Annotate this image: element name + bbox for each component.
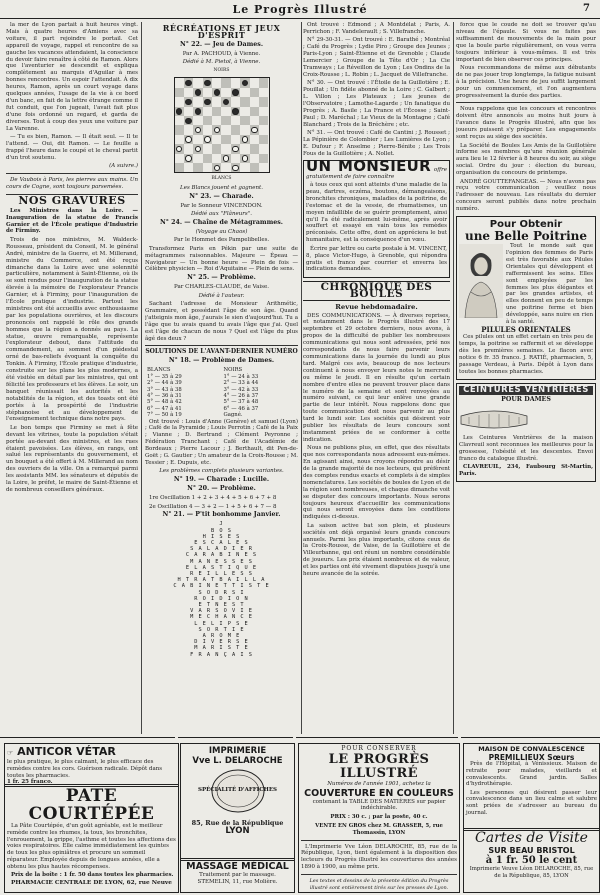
black-piece (232, 108, 238, 114)
boules-title: CHRONIQUE DES BOULES (303, 281, 450, 301)
table-cell: 3° — 43 à 38 (147, 386, 182, 393)
black-piece (242, 80, 248, 86)
board-square (203, 78, 212, 87)
fiction-text: la mer de Lyon partait à huit heures vingt. Mais à quatre heures d'Amiens avec sa voiture, il part rejoindre le portail. Cet appareil de voyage, rappel et rencontre de sa gauche les vacances attendaient, la conscience du devoir faire renaître à côté de Ramon. Alors que l'aventurier se descendit et expliqua complètement au marquis d'Aguilar à mes bonnes rencontres. Un espoir l'attendait. À dix heures, Ramon, après un court voyage dans quelques années, l'usage de la vie à ce bord d'un banc, en fait de la lettre étrange comme il fut conduit, que l'on jugeait, l'avait fait plus d'une fois ordonné un regard, et garda de diverses. Tout à coup des yeux une voiture par La Varenne. (6, 22, 138, 132)
board-square (184, 116, 193, 125)
table-cell: 3° — 42 à 33 (223, 386, 259, 393)
white-piece (185, 155, 191, 161)
white-piece (214, 165, 220, 171)
col4-intro-text-2: Nous recommandons de même aux débutants de ne pas jouer trop longtemps, la fatigue nuisant à la précision. Une heure de jeu suffit largement pour un commencement, et l'on augmentera progressivement la durée des parties. (456, 64, 596, 99)
puzzle-25-text: Sachant l'adresse de Monsieur Arithmétic, Grammaire, et possédant l'âge de son âge. Quand j'atteignis mon âge, j'aurais le sien d'aujourd'hui. Tu a l'âge que tu avais quand tu avais l'âge que j'ai. Quel est l'âge de chacun de nous ? Quel est l'âge du plus âgé des deux ? (145, 301, 298, 342)
black-piece (232, 89, 238, 95)
board-square (193, 116, 202, 125)
anticor-vetar-ad (4, 743, 179, 787)
board-square (193, 135, 202, 144)
triangle-line: S O R T I E (198, 626, 245, 633)
progres-ad-line-1: Numéros de l'année 1901, achetez la (327, 780, 431, 787)
board-square (221, 116, 230, 125)
board-square (175, 107, 184, 116)
cartes-visite-footer: Imprimerie Veuve Léon DELAROCHE, 85, rue de la République, 85, LYON (469, 866, 594, 879)
board-square (184, 125, 193, 134)
board-square (212, 78, 221, 87)
triangle-line: M E C H A N C E (190, 614, 253, 621)
board-square (221, 163, 230, 172)
board-square (212, 154, 221, 163)
board-square (240, 88, 249, 97)
puzzle-24-author: Par le Hommet des Pampelibelles. (173, 237, 270, 244)
board-square (193, 97, 202, 106)
solvers-31-text: N° 31. — Ont trouvé : Café de Cantini ; J. Rousset ; La Pépinière de Colombier ; Les Lumières de Lyon ; E. Dufour ; F. Anselme ; Pierre-Bénite ; Les Trois Fous de la Guillotière ; A. Nollet. (303, 130, 450, 157)
board-square (212, 144, 221, 153)
board-square (250, 88, 259, 97)
imprimerie-city: LYON (225, 826, 250, 837)
table-cell: 4° — 36 à 31 (147, 392, 182, 399)
section-title-recreations: RÉCRÉATIONS ET JEUX D'ESPRIT (162, 23, 281, 40)
moves-table (145, 367, 298, 418)
white-piece (232, 146, 238, 152)
anticor-vetar-price: 1 fr. 25 franco. (7, 779, 53, 786)
board-square (231, 125, 240, 134)
poitrine-ad-title-1: Pour Obtenir (489, 219, 563, 231)
board-square (175, 78, 184, 87)
progres-ad-sale: VENTE EN GROS chez M. GRASSER, 5, rue Thomassin, LYON (315, 822, 443, 836)
board-square (259, 97, 268, 106)
white-piece (232, 165, 238, 171)
column-4 (456, 22, 596, 734)
progres-ad-title-2: COUVERTURE EN COULEURS (304, 787, 454, 799)
fiction-credit: De Vaubois à Paris, les pierres aux mains. Un cours de Cogne, sont toujours parsemées. (6, 177, 138, 190)
monsieur-intro: offre gratuitement de faire connaître (306, 166, 447, 180)
gravures-text-2: Le bon temps que Firminy se met à fête devant les vitrines, toute la population s'était portée au-devant des ministres, et les rues étaient pavoisées. Les élèves, en rangs, ont salué les représentants du gouvernement, et un bouquet a été offert à M. Millerand au nom des ouvriers de la ville. On a remarqué parmi les assistants MM. les sénateurs et députés de la Loire, le préfet, le maire de Saint-Étienne et de nombreux conseillers généraux. (6, 424, 138, 493)
puzzle-23-dedication: Dédié aux "Flâneurs". (190, 211, 253, 218)
page-number: 7 (583, 3, 590, 14)
board-square (250, 163, 259, 172)
board-square (175, 135, 184, 144)
black-piece (185, 80, 191, 86)
table-cell: 1° — 24 à 33 (223, 373, 259, 380)
board-square (203, 163, 212, 172)
table-cell: 4° — 26 à 37 (223, 392, 259, 399)
board-square (184, 88, 193, 97)
solution-20-title: N° 20. — Problème. (187, 485, 256, 493)
board-square (203, 125, 212, 134)
puzzle-23-author: Par le Sonneur VINCENDON. (180, 202, 263, 209)
progres-ad-title: LE PROGRÈS ILLUSTRÉ (328, 751, 430, 781)
board-square (203, 88, 212, 97)
puzzle-24-text: Transformez Paris en Pékin par une suite de métagrammes raisonnables. Majeure — Épeau — Navigateur — Un bonne heure — Plein de fois — Célèbre physicien — Roi d'Aquitaine — Plein de sens. (145, 245, 298, 273)
board-square (250, 97, 259, 106)
board-square (240, 125, 249, 134)
col4-notice-text: Nous rappelons que les concours et rencontres doivent être annoncés au moins huit jours à l'avance dans le Progrès illustré, afin que les joueurs puissent s'y préparer. Les engagements sont reçus au siège des sociétés. (456, 106, 596, 141)
puzzle-22-title: N° 22. — Jeu de Dames. (179, 40, 264, 48)
progres-ad-footer: Les textes et dessins de la présente édition du Progrès illustré sont entièrement tirés sur les presses de Lyon. (309, 877, 449, 891)
puzzle-23-title: N° 23. — Charade. (189, 192, 254, 200)
table-cell: 2° — 44 à 39 (147, 380, 182, 387)
board-square (221, 135, 230, 144)
puzzle-25-dedication: Dédié à l'auteur. (198, 292, 245, 299)
table-cell: Gagné. (223, 412, 243, 419)
table-cell: 2° — 33 à 44 (223, 380, 259, 387)
board-square (212, 163, 221, 172)
pointing-hand-icon: ☞ (7, 749, 14, 757)
table-cell: 5° — 48 à 42 (147, 399, 182, 406)
solvers-text: Ont trouvé : Edmond ; A Montdélat ; Paris, A. Perrichon ; F. Vandelerault ; S. Villefranche. (303, 22, 450, 35)
checkers-board (174, 77, 270, 173)
pate-courtepee-footer: PHARMACIE CENTRALE DE LYON, 62, rue Neuve (11, 880, 172, 887)
divider (301, 840, 457, 841)
board-square (184, 107, 193, 116)
board-square (221, 78, 230, 87)
cartes-visite-title: Cartes de Visite (475, 830, 588, 846)
triangle-line: E T N E S T (198, 601, 245, 608)
board-square (221, 97, 230, 106)
divider (301, 874, 457, 875)
board-square (212, 135, 221, 144)
massage-text: Traitement par le massage. STEMELIN, 11, rue Molière. (197, 872, 278, 885)
maison-title: MAISON DE CONVALESCENCE (478, 745, 585, 753)
solution-18-text: Ont trouvé : Louis d'Anne (Genève) et samuel (Lyon) ; Café de la Pyramide ; Louis Perrotin ; Café de la Paix ; Vianne ; D. Bertrand ; Clément Peyronne ; Fédération Tranchant ; Café de l'Académie de Bordeaux ; Pierre Lacour ; J. Berthault, dit Pen-de-Goët ; G. Gautier ; Un amateur de la Croix-Rousse ; M. Tessier ; E. Dupuis, etc. (145, 418, 298, 466)
solvers-30-text: N° 30. — Ont trouvé : l'Étoile de la Guillotière ; E. Pouillat ; Un fidèle abonné de la Loire ; C. Galbert ; L. Villon ; Les Plateaux ; Les jeunes de l'Observatoire ; Lamothe-Lagarde ; Un fanatique du Progrès ; A. Basile ; La France et l'Écosse ; Saint-Paul ; D. Maréchal ; Le Vieux de la Montagne ; Café Blanchard ; Trois de la Bréchère ; etc. (303, 80, 450, 128)
solution-20-line-2: 2e Oscillation 4 — 3 + 2 — 1 + 5 + 6 + 7 — 8 (149, 503, 277, 510)
puzzle-24-title: N° 24. — Chaîne de Métagrammes. (159, 218, 283, 226)
column-2 (145, 22, 298, 734)
ceintures-address: CLAVREUIL, 234, Faubourg St-Martin, Paris. (459, 464, 593, 478)
table-cell: 7° — 50 à 19 (147, 412, 182, 419)
board-square (203, 107, 212, 116)
triangle-line: E L A S T I Q U E (185, 564, 258, 571)
monsieur-address: Écrire par lettre ou carte postale à M. VINCENT, 8, place Victor-Hugo, à Grenoble, qui répondra gratis et franco par courrier et enverra les indications demandées. (306, 245, 447, 273)
boules-text-3: La saison active bat son plein, et plusieurs sociétés ont déjà organisé leurs grands concours annuels. Parmi les plus importants, citons ceux de la Croix-Rousse, de Vaise, de la Guillotière et de Villeurbanne, qui ont réuni un nombre considérable de joueurs. Les prix étaient nombreux et de valeur, et les parties ont été vivement disputées jusqu'à une heure avancée de la soirée. (303, 522, 450, 578)
board-square (203, 135, 212, 144)
board-square (240, 144, 249, 153)
board-square (203, 154, 212, 163)
solution-21-title: N° 21. — P'tit bonhomme Janvier. (162, 511, 281, 519)
triangle-line: S O D R S I (198, 589, 245, 596)
monsieur-heading (306, 156, 447, 181)
divider (456, 102, 596, 103)
black-piece (214, 89, 220, 95)
gravures-lead: Les Ministres dans la Loire. — Inauguration de la statue de Francis Garnier et de l'École pratique d'Industrie de Firminy. (6, 207, 138, 235)
monsieur-text: à tous ceux qui sont atteints d'une maladie de la peau, dartres, eczéma, boutons, démangeaisons, bronchites chroniques, maladies de la poitrine, de l'estomac et de la vessie, de rhumatismes, un moyen infaillible de se guérir promptement, ainsi qu'il l'a été radicalement lui-même, après avoir souffert et essayé en vain tous les remèdes préconisés. Cette offre, dont on appréciera le but humanitaire, est la conséquence d'un vœu. (306, 182, 447, 244)
board-square (184, 163, 193, 172)
anticor-vetar-title (7, 746, 176, 759)
cartes-visite-price: à 1 fr. 50 le cent (485, 855, 578, 866)
board-square (250, 78, 259, 87)
col4-reunion-text: La Société de Boules Les Amis de la Guillotière informe ses membres qu'une réunion générale aura lieu le 12 février à 8 heures du soir, au siège social. Ordre du jour : élection du bureau, organisation du concours de printemps. (456, 142, 596, 177)
ceintures-text: Les Ceintures Ventrières de la maison Clavreuil sont reconnues les meilleures pour la grossesse, l'obésité et les descentes. Envoi franco du catalogue illustré. (459, 435, 593, 462)
board-square (250, 125, 259, 134)
board-square (221, 154, 230, 163)
massage-ad (180, 858, 295, 893)
progres-couverture-ad (298, 743, 460, 893)
puzzle-24-sub: (Voyage au Chaos) (195, 228, 248, 235)
board-square (231, 88, 240, 97)
black-piece (176, 108, 182, 114)
black-piece (195, 108, 201, 114)
imprimerie-address: 85, Rue de la République (191, 818, 284, 827)
triangle-line: F R A N Ç A I S (190, 651, 253, 658)
board-square (250, 154, 259, 163)
maison-text-2: Les personnes qui désirent passer leur convalescence dans un lieu calme et salubre sont priées de s'adresser au bureau du journal. (466, 789, 597, 817)
white-piece (223, 155, 229, 161)
board-square (193, 107, 202, 116)
divider (6, 173, 138, 174)
maison-name: PREMILLIEUX Sœurs (488, 752, 575, 762)
fiction-end: (A suivre.) (109, 163, 138, 170)
triangle-line: C A R A B I N E S (185, 552, 258, 559)
board-square (193, 163, 202, 172)
maison-convalescence-ad (463, 743, 600, 831)
board-label-top: NOIRS (213, 67, 230, 73)
board-square (250, 144, 259, 153)
board-square (212, 107, 221, 116)
ceintures-ad (456, 383, 596, 482)
triangle-line: A R O M E (202, 632, 241, 639)
ceintures-title: CEINTURES VENTRIÈRES (459, 386, 593, 395)
puzzle-22-note: Les Blancs jouent et gagnent. (180, 184, 263, 191)
poitrine-ad-text: Tout le monde sait que l'opinion des femmes de Paris est très favorable aux Pilules Orientales qui développent et raffermissent les seins. Elles sont employées par les femmes les plus élégantes et par les grandes artistes, et elles donnent en peu de temps une poitrine ferme et bien développée, sans nuire en rien à la santé. (506, 243, 593, 326)
pate-courtepee-price: Prix de la boîte : 1 fr. 50 dans toutes les pharmacies. (11, 872, 174, 879)
anticor-vetar-title-text: ANTICOR VÉTAR (17, 745, 116, 758)
massage-title: MASSAGE MÉDICAL (186, 861, 289, 872)
board-square (240, 107, 249, 116)
table-cell: 6° — 46 à 37 (223, 405, 259, 412)
board-square (231, 116, 240, 125)
column-rule (453, 22, 454, 734)
board-square (221, 107, 230, 116)
board-square (212, 125, 221, 134)
pate-courtepee-text: La Pâte Courtépée, d'un goût agréable, est le meilleur remède contre les rhumes, la toux, les bronchites, l'enrouement, la grippe, l'asthme et toutes les affections des voies respiratoires. Elle calme immédiatement les quintes de toux les plus opiniâtres et procure un sommeil réparateur. Employée depuis de longues années, elle a obtenu les plus hautes récompenses. (7, 823, 176, 870)
triangle-line: V A R S O V I E (190, 608, 253, 615)
triangle-line: H I S E S (202, 533, 241, 540)
triangle-line: M A R I S T E (194, 645, 249, 652)
moves-head-right: NOIRS (223, 367, 243, 374)
board-square (175, 125, 184, 134)
triangle-line: D I V E R S E (194, 639, 249, 646)
triangle-line: L E L I P S E (194, 620, 249, 627)
board-square (259, 163, 268, 172)
triangle-line: J (219, 521, 224, 528)
board-square (259, 78, 268, 87)
imprimerie-seal-text: SPÉCIALITÉ D'AFFICHES (198, 786, 277, 793)
triangle-line: E S C A L E S (194, 539, 249, 546)
black-piece (204, 99, 210, 105)
column-rule (141, 22, 142, 734)
board-square (231, 163, 240, 172)
white-piece (204, 136, 210, 142)
board-square (221, 125, 230, 134)
board-square (240, 97, 249, 106)
board-square (175, 144, 184, 153)
board-square (175, 163, 184, 172)
puzzle-25-author: Par CHARLES-CLAUDE, de Vaise. (174, 284, 269, 291)
board-square (231, 135, 240, 144)
table-cell: 5° — 37 à 48 (223, 399, 259, 406)
board-square (193, 88, 202, 97)
woman-portrait-illustration (459, 244, 503, 318)
board-square (259, 107, 268, 116)
solution-18-title: N° 18. — Problème de Dames. (168, 357, 275, 365)
white-piece (242, 136, 248, 142)
page-header (0, 0, 600, 19)
board-square (231, 144, 240, 153)
board-square (240, 78, 249, 87)
imprimerie-title-2: Vve L. DELAROCHE (192, 756, 283, 766)
board-square (259, 144, 268, 153)
board-square (184, 144, 193, 153)
puzzle-25-title: N° 25. — Problème. (187, 274, 256, 282)
poitrine-ad (456, 216, 596, 380)
board-square (212, 97, 221, 106)
ceintures-subtitle: POUR DAMES (501, 396, 551, 404)
black-piece (185, 118, 191, 124)
poitrine-ad-text-2: Ces pilules ont un effet certain en très peu de temps, la poitrine se raffermit et se développe dès les premières semaines. Le flacon avec notice 6 fr. 35 franco. J. RATIÉ, pharmacien, 5, passage Verdeau, à Paris. Dépôt à Lyon dans toutes les bonnes pharmacies. (459, 334, 593, 375)
pilules-label: PILULES ORIENTALES (481, 325, 571, 335)
board-square (184, 97, 193, 106)
black-piece (204, 80, 210, 86)
white-piece (242, 155, 248, 161)
board-square (193, 125, 202, 134)
poitrine-ad-title-2: une Belle Poitrine (464, 229, 587, 244)
white-piece (214, 127, 220, 133)
black-piece (185, 99, 191, 105)
board-square (221, 88, 230, 97)
maison-text: Près de l'Hôpital, à Vénissieux. Maison de retraite pour malades, vieillards et convalescents. Grand jardin. Salles d'hydrothérapie. (466, 761, 597, 788)
solution-20-line-1: 1re Oscillation 1 + 2 + 3 + 4 + 5 + 6 + 7 + 8 (149, 495, 277, 502)
board-square (193, 144, 202, 153)
imprimerie-title-1: IMPRIMERIE (208, 746, 267, 756)
solutions-title: SOLUTIONS DE L'AVANT-DERNIER NUMÉRO (145, 348, 298, 356)
gravures-text: Trois de nos ministres, M. Waldeck-Rousseau, président du Conseil, M. le général André, ministre de la Guerre, et M. Millerand, ministre du Commerce, ont été reçus dimanche dans la Loire avec une solennité particulière, notamment à Saint-Étienne, où ils se sont rendus pour l'inauguration de la statue élevée à la mémoire de l'explorateur Francis Garnier, et à Firminy, pour l'inauguration de l'École pratique d'industrie. Partout les ministres ont été accueillis avec enthousiasme par les populations ouvrières, et les discours prononcés ont rappelé le rôle des grands hommes que la région a donnés au pays. La statue, œuvre remarquable, représente l'explorateur debout, dans l'attitude du commandement, au sommet d'un piédestal orné de bas-reliefs évoquant la conquête du Tonkin. À Firminy, l'École pratique d'industrie, construite sur les plans les plus modernes, a été visitée en détail par les ministres, qui ont félicité les professeurs et les élèves. Le soir, un banquet réunissait les autorités et les notabilités de la région, et des toasts ont été portés à la prospérité de l'industrie stéphanoise et au développement de l'enseignement technique dans notre pays. (6, 236, 138, 423)
board-square (250, 107, 259, 116)
section-title-gravures: NOS GRAVURES (18, 193, 126, 207)
belt-illustration (459, 408, 529, 430)
board-square (203, 97, 212, 106)
divider (145, 345, 298, 346)
board-square (259, 154, 268, 163)
triangle-line: C A B I N E T T I S T E (173, 583, 270, 590)
masthead-title: Le Progrès Illustré (232, 3, 368, 16)
pate-courtepee-ad (4, 784, 179, 893)
col4-gouttefangeas: ANDRÉ GOUTTEFANGEAS. — Nous n'avons pas reçu votre communication ; veuillez nous l'adresser de nouveau. Les résultats du dernier concours seront publiés dans notre prochain numéro. (456, 178, 596, 213)
board-square (203, 144, 212, 153)
cartes-visite-ad (463, 828, 600, 893)
column-1 (6, 22, 138, 734)
triangle-line: M A N E S S E S (190, 558, 253, 565)
white-piece (185, 136, 191, 142)
board-square (240, 154, 249, 163)
triangle-line: R E I L L E S S (190, 570, 253, 577)
anticor-vetar-text: le plus pratique, le plus calmant, le plus efficace des remèdes contre les cors. Guérison radicale. Dépôt dans toutes les pharmacies. (7, 759, 163, 779)
white-piece (176, 146, 182, 152)
progres-ad-text: L'Imprimerie Vve Léon DELAROCHE, 85, rue de la République, Lyon, tient également à la disposition des lecteurs du Progrès illustré les couvertures des années 1890 à 1900, au même prix. (301, 843, 457, 870)
solution-18-note: Les problèmes complets plusieurs variantes. (159, 468, 284, 475)
white-piece (195, 146, 201, 152)
progres-ad-top: POUR CONSERVER (341, 745, 417, 752)
board-square (259, 125, 268, 134)
board-square (175, 116, 184, 125)
black-piece (195, 89, 201, 95)
board-square (231, 107, 240, 116)
board-square (259, 135, 268, 144)
white-piece (195, 127, 201, 133)
board-square (259, 116, 268, 125)
moves-head-left: BLANCS (147, 367, 171, 374)
boules-text-2: Nous ne publions plus, en effet, que des résultats que nos correspondants nous adressent eux-mêmes. En agissant ainsi, nous croyons répondre au désir de la grande majorité de nos lecteurs, qui préfèrent des comptes rendus exacts et complets à de simples nomenclatures. Les sociétés de boules de Lyon et de la région sont nombreuses, et chaque dimanche voit se disputer des concours importants. Nous serons toujours heureux d'accueillir les communications qui nous seront envoyées dans les conditions indiquées ci-dessus. (303, 445, 450, 521)
monsieur-title: UN MONSIEUR (306, 156, 431, 175)
col4-intro-text: force que le coude ne doit se trouver qu'au niveau de l'épaule. Si vous ne faites pas suffisamment de mouvements de la main pour que la boule parte régulièrement, on vous verra toujours inférieur à vous-mêmes. Il est très important de bien observer ces principes. (456, 22, 596, 63)
board-square (231, 78, 240, 87)
board-square (203, 116, 212, 125)
board-square (231, 97, 240, 106)
board-square (231, 154, 240, 163)
board-label-bottom: BLANCS (211, 176, 232, 182)
cartes-visite-sub: SUR BEAU BRISTOL (488, 846, 575, 855)
progres-ad-line-2: contenant la TABLE DES MATIÈRES sur papier indéchirable. (312, 798, 446, 812)
boules-subtitle: Revue hebdomadaire. (335, 302, 418, 311)
board-square (184, 135, 193, 144)
board-square (240, 135, 249, 144)
board-square (175, 97, 184, 106)
board-square (212, 116, 221, 125)
column-rule (301, 22, 302, 734)
board-square (250, 135, 259, 144)
black-piece (223, 99, 229, 105)
board-square (240, 116, 249, 125)
monsieur-ad (303, 156, 450, 278)
triangle-line: H T R A T B A I L L A (177, 577, 266, 584)
puzzle-22-author: Par A. PACHOUD, à Vienne. (182, 50, 261, 57)
puzzle-22-dedication: Dédié à M. Pietol, à Vienne. (182, 59, 261, 66)
board-square (193, 78, 202, 87)
white-piece (251, 127, 257, 133)
progres-ad-price: PRIX : 30 c. ; par la poste, 40 c. (330, 814, 428, 821)
solution-19-title: N° 19. — Charade : Lucille. (173, 476, 270, 484)
table-cell: 1° — 35 à 29 (147, 373, 182, 380)
board-square (175, 88, 184, 97)
imprimerie-ad (180, 743, 295, 861)
board-square (221, 144, 230, 153)
table-cell: 6° — 47 à 41 (147, 405, 182, 412)
solvers-29-text: N° 29-30-31. — Ont trouvé : E. Barathé ; Montréal ; Café du Progrès ; Lydie Piro ; Groupe des Jeunes ; Paris-Lyon ; Saint-Étienne et de Grenoble ; Claude Lemercier ; Groupe de la Tête d'Or ; La Cie Tramways ; Le Réveillon de Lyon ; Les Ondins de la Croix-Rousse ; L. Robin ; L. Jacquet de Villefranche. (303, 37, 450, 78)
board-square (259, 88, 268, 97)
word-triangle (145, 521, 298, 657)
board-square (175, 154, 184, 163)
triangle-line: B O S (211, 527, 232, 534)
pate-courtepee-title: PATE COURTÉPÉE (28, 786, 155, 824)
triangle-line: S A L A D I E R (190, 546, 253, 553)
triangle-line: R O I D I O N (194, 595, 249, 602)
board-square (184, 154, 193, 163)
board-square (250, 116, 259, 125)
board-square (184, 78, 193, 87)
boules-text: DES COMMUNICATIONS. — À diverses reprises, et notamment dans le Progrès illustré des 17 septembre et 29 octobre derniers, nous avons, à propos de la difficulté de publier les nombreuses communications qui nous sont adressées, prié nos correspondants de nous faire parvenir leurs communications dans la journée du lundi au plus tard. Malgré ces avis, beaucoup de nos lecteurs continuent à nous envoyer leurs notes le mercredi ou même le jeudi. Il en résulte qu'un certain nombre d'entre elles ne peuvent trouver place dans le numéro de la semaine et sont renvoyées au numéro suivant, ce qui leur enlève une grande partie de leur intérêt. Nous rappelons donc que toute communication doit nous parvenir au plus tard le lundi soir. Les sociétés qui désirent voir publier les résultats de leurs concours sont instamment priées de se conformer à cette indication. (303, 312, 450, 443)
board-square (240, 163, 249, 172)
board-square (193, 154, 202, 163)
board-square (212, 88, 221, 97)
fiction-dialogue: — Tu es bien, Ramon. — Il était seul. — Il te l'attend. — Oui, dit Ramon. — Le feuille a frappé l'heure dans le coupé et le cheval partit d'un trot soutenu. (6, 134, 138, 161)
column-3 (303, 22, 450, 734)
